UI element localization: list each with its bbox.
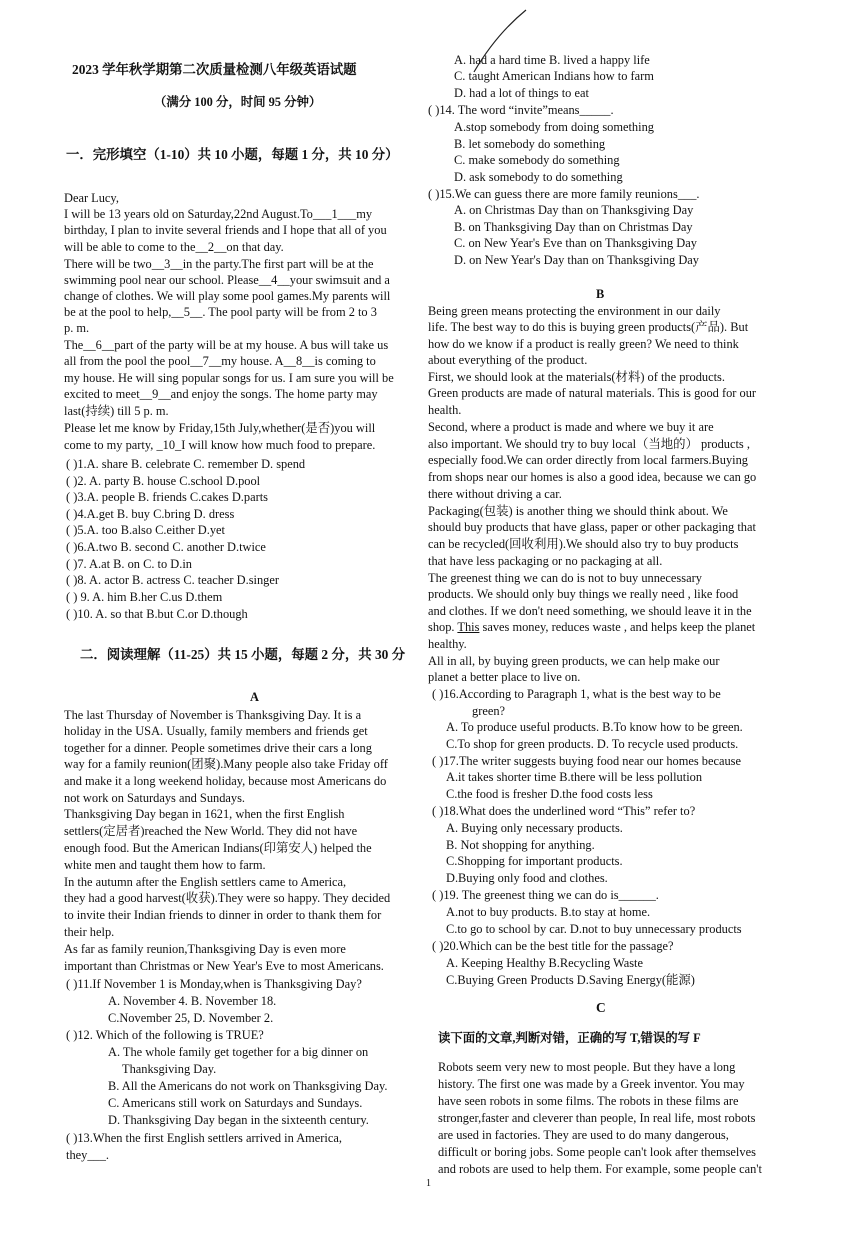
left-text-line: ( )12. Which of the following is TRUE? [66,1028,264,1042]
left-text-line: A. The whole family get together for a big dinner on [108,1045,369,1059]
left-text-line: In the autumn after the English settlers came to America, [64,875,347,889]
right-text-line: health. [428,403,462,417]
left-text-line: （满分 100 分，时间 95 分钟） [154,95,322,109]
right-text-line: healthy. [428,637,467,651]
left-text-line: ( )7. A.at B. on C. to D.in [66,557,192,571]
right-text-line: B. on Thanksgiving Day than on Christmas Day [454,220,693,234]
right-text-line: C.Buying Green Products D.Saving Energy(能源) [446,973,695,987]
left-text-line: 二．阅读理解（11-25）共 15 小题，每题 2 分，共 30 分 [80,647,406,662]
left-text-line: I will be 13 years old on Saturday,22nd August.To___1___my [64,207,373,221]
right-text-line: also important. We should try to buy local（当地的） products , [428,437,750,451]
left-text-line: ( )5.A. too B.also C.either D.yet [66,523,225,537]
right-text-line: about everything of the product. [428,353,588,367]
right-text-line: ( )14. The word “invite”means_____. [428,103,614,117]
left-text-line: come to my party, _10_I will know how much food to prepare. [64,438,376,452]
right-text-line: products. We should only buy things we really need , like food [428,587,739,601]
right-text-line: 读下面的文章,判断对错，正确的写 T,错误的写 F [438,1031,701,1045]
left-text-line: B. All the Americans do not work on Thanksgiving Day. [108,1079,388,1093]
left-text-line: they___. [66,1148,110,1162]
right-text-line: All in all, by buying green products, we can help make our [428,654,720,668]
left-text-line: 一．完形填空（1-10）共 10 小题，每题 1 分，共 10 分） [66,147,399,162]
left-text-line: my house. He will sing popular songs for us. I am sure you will be [64,371,394,385]
left-text-line: A. November 4. B. November 18. [108,994,277,1008]
right-text-line: can be recycled(回收利用).We should also try to buy products [428,537,739,551]
left-text-line: be at the pool to help,__5__. The pool party will be from 2 to 3 [64,305,377,319]
left-text-line: ( )6.A.two B. second C. another D.twice [66,540,266,554]
left-text-line: ( )10. A. so that B.but C.or D.though [66,607,248,621]
left-text-line: The last Thursday of November is Thanksgiving Day. It is a [64,708,362,722]
left-text-line: ( )1.A. share B. celebrate C. remember D. spend [66,457,306,471]
right-text-line: and clothes. If we don't need something, we should leave it in the [428,604,752,618]
right-text-line: and robots are used to help them. For example, some people can't [438,1162,762,1176]
left-text-line: not work on Saturdays and Sundays. [64,791,246,805]
right-text-line: A. To produce useful products. B.To know how to be green. [446,720,743,734]
right-text-line: ( )20.Which can be the best title for the passage? [432,939,674,953]
right-text-line: D. on New Year's Day than on Thanksgiving Day [454,253,699,267]
right-text-line: ( )15.We can guess there are more family reunions___. [428,187,700,201]
left-text-line: Thanksgiving Day began in 1621, when the first English [64,807,345,821]
left-text-line: their help. [64,925,115,939]
right-text-line: ( )19. The greenest thing we can do is______. [432,888,659,902]
left-text-line: ( )11.If November 1 is Monday,when is Thanksgiving Day? [66,977,362,991]
right-text-line: C. make somebody do something [454,153,620,167]
left-text-line: they had a good harvest(收获).They were so happy. They decided [64,891,391,905]
right-text-line: Green products are made of natural materials. This is good for our [428,386,757,400]
page-number: 1 [426,1178,431,1189]
right-text-line: Robots seem very new to most people. But they have a long [438,1060,736,1074]
right-text-line: C.To shop for green products. D. To recycle used products. [446,737,739,751]
left-text-line: white men and taught them how to farm. [64,858,266,872]
right-text-line: difficult or boring jobs. Some people can't look after themselves [438,1145,756,1159]
right-text-line: The greenest thing we can do is not to buy unnecessary [428,571,702,585]
left-text-line: swimming pool near our school. Please__4__your swimsuit and a [64,273,390,287]
right-text-line: B. Not shopping for anything. [446,838,595,852]
right-text-line: D. ask somebody to do something [454,170,623,184]
right-text-line: Being green means protecting the environment in our daily [428,304,721,318]
left-text-line: D. Thanksgiving Day began in the sixteenth century. [108,1113,369,1127]
right-text-line: A. Keeping Healthy B.Recycling Waste [446,956,643,970]
left-text-line: important than Christmas or New Year's Eve to most Americans. [64,959,384,973]
left-text-line: and make it a long weekend holiday, because most Americans do [64,774,387,788]
right-text-line: ( )16.According to Paragraph 1, what is the best way to be [432,687,721,701]
left-text-line: ( )13.When the first English settlers arrived in America, [66,1131,342,1145]
left-text-line: Thanksgiving Day. [122,1062,217,1076]
right-text-line: C.Shopping for important products. [446,854,623,868]
right-text-line: Packaging(包装) is another thing we should think about. We [428,504,728,518]
right-text-line: D. had a lot of things to eat [454,86,589,100]
right-text-line: B [596,287,605,301]
right-text-line: A. on Christmas Day than on Thanksgiving Day [454,203,694,217]
right-text-line: planet a better place to live on. [428,670,581,684]
right-text-line: A. Buying only necessary products. [446,821,623,835]
right-text-line: ( )17.The writer suggests buying food near our homes because [432,754,741,768]
right-text-line: C [596,1000,606,1015]
right-text-line: have seen robots in some films. The robots in these films are [438,1094,739,1108]
right-text-line: D.Buying only food and clothes. [446,871,608,885]
left-text-line: As far as family reunion,Thanksgiving Day is even more [64,942,346,956]
right-text-line: A.not to buy products. B.to stay at home. [446,905,651,919]
right-text-line: C.to go to school by car. D.not to buy unnecessary products [446,922,742,936]
right-text-line: shop. This saves money, reduces waste , and helps keep the planet [428,620,756,634]
left-text-line: ( )8. A. actor B. actress C. teacher D.singer [66,573,279,587]
left-text-line: way for a family reunion(团聚).Many people also take Friday off [64,757,388,771]
left-text-line: There will be two__3__in the party.The first part will be at the [64,257,374,271]
right-text-line: are used in factories. They are used to do many dangerous, [438,1128,729,1142]
left-text-line: The__6__part of the party will be at my house. A bus will take us [64,338,389,352]
right-text-line: B. let somebody do something [454,137,606,151]
left-text-line: ( )2. A. party B. house C.school D.pool [66,474,261,488]
left-text-line: C.November 25, D. November 2. [108,1011,274,1025]
right-text-line: from shops near our homes is also a good idea, because we can go [428,470,757,484]
left-text-line: birthday, I plan to invite several friends and I hope that all of you [64,223,387,237]
left-text-line: Dear Lucy, [64,191,119,205]
right-text-line: A. had a hard time B. lived a happy life [454,53,650,67]
right-text-line: stronger,faster and cleverer than people, In real life, most robots [438,1111,756,1125]
right-text-line: should buy products that have glass, paper or other packaging that [428,520,756,534]
right-text-line: life. The best way to do this is buying green products(产品). But [428,320,749,334]
left-text-line: to invite their Indian friends to dinner in order to thank them for [64,908,382,922]
left-text-line: together for a dinner. People sometimes drive their cars a long [64,741,372,755]
right-text-line: how do we know if a product is really green? We need to think [428,337,739,351]
right-text-line: A.it takes shorter time B.there will be less pollution [446,770,703,784]
right-text-line: especially food.We can order directly from local farmers.Buying [428,453,749,467]
right-text-line: C. on New Year's Eve than on Thanksgiving Day [454,236,697,250]
left-text-line: p. m. [64,321,90,335]
right-text-line: ( )18.What does the underlined word “This” refer to? [432,804,696,818]
pen-stroke-mark [470,8,530,78]
left-text-line: C. Americans still work on Saturdays and Sundays. [108,1096,363,1110]
left-text-line: Please let me know by Friday,15th July,whether(是否)you will [64,421,376,435]
right-text-line: C.the food is fresher D.the food costs less [446,787,653,801]
left-text-line: excited to meet__9__and enjoy the songs. The home party may [64,387,378,401]
right-text-line: A.stop somebody from doing something [454,120,654,134]
left-text-line: enough food. But the American Indians(印第安人) helped the [64,841,372,855]
right-text-line: there without driving a car. [428,487,562,501]
left-text-line: ( ) 9. A. him B.her C.us D.them [66,590,223,604]
left-text-line: all from the pool the pool__7__my house. A__8__is coming to [64,354,376,368]
left-text-line: last(持续) till 5 p. m. [64,404,169,418]
right-text-line: that have less packaging or no packaging at all. [428,554,663,568]
left-text-line: will be able to come to the__2__on that day. [64,240,284,254]
right-text-line: First, we should look at the materials(材料) of the products. [428,370,725,384]
left-text-line: ( )4.A.get B. buy C.bring D. dress [66,507,235,521]
right-text-line: history. The first one was made by a Greek inventor. You may [438,1077,745,1091]
left-text-line: settlers(定居者)reached the New World. They did not have [64,824,358,838]
left-text-line: 2023 学年秋学期第二次质量检测八年级英语试题 [72,62,357,77]
right-text-line: C. taught American Indians how to farm [454,69,654,83]
left-text-line: ( )3.A. people B. friends C.cakes D.parts [66,490,268,504]
left-text-line: holiday in the USA. Usually, family members and friends get [64,724,368,738]
left-text-line: change of clothes. We will play some pool games.My parents will [64,289,391,303]
right-text-line: green? [472,704,506,718]
left-text-line: A [250,690,259,704]
right-text-line: Second, where a product is made and where we buy it are [428,420,714,434]
